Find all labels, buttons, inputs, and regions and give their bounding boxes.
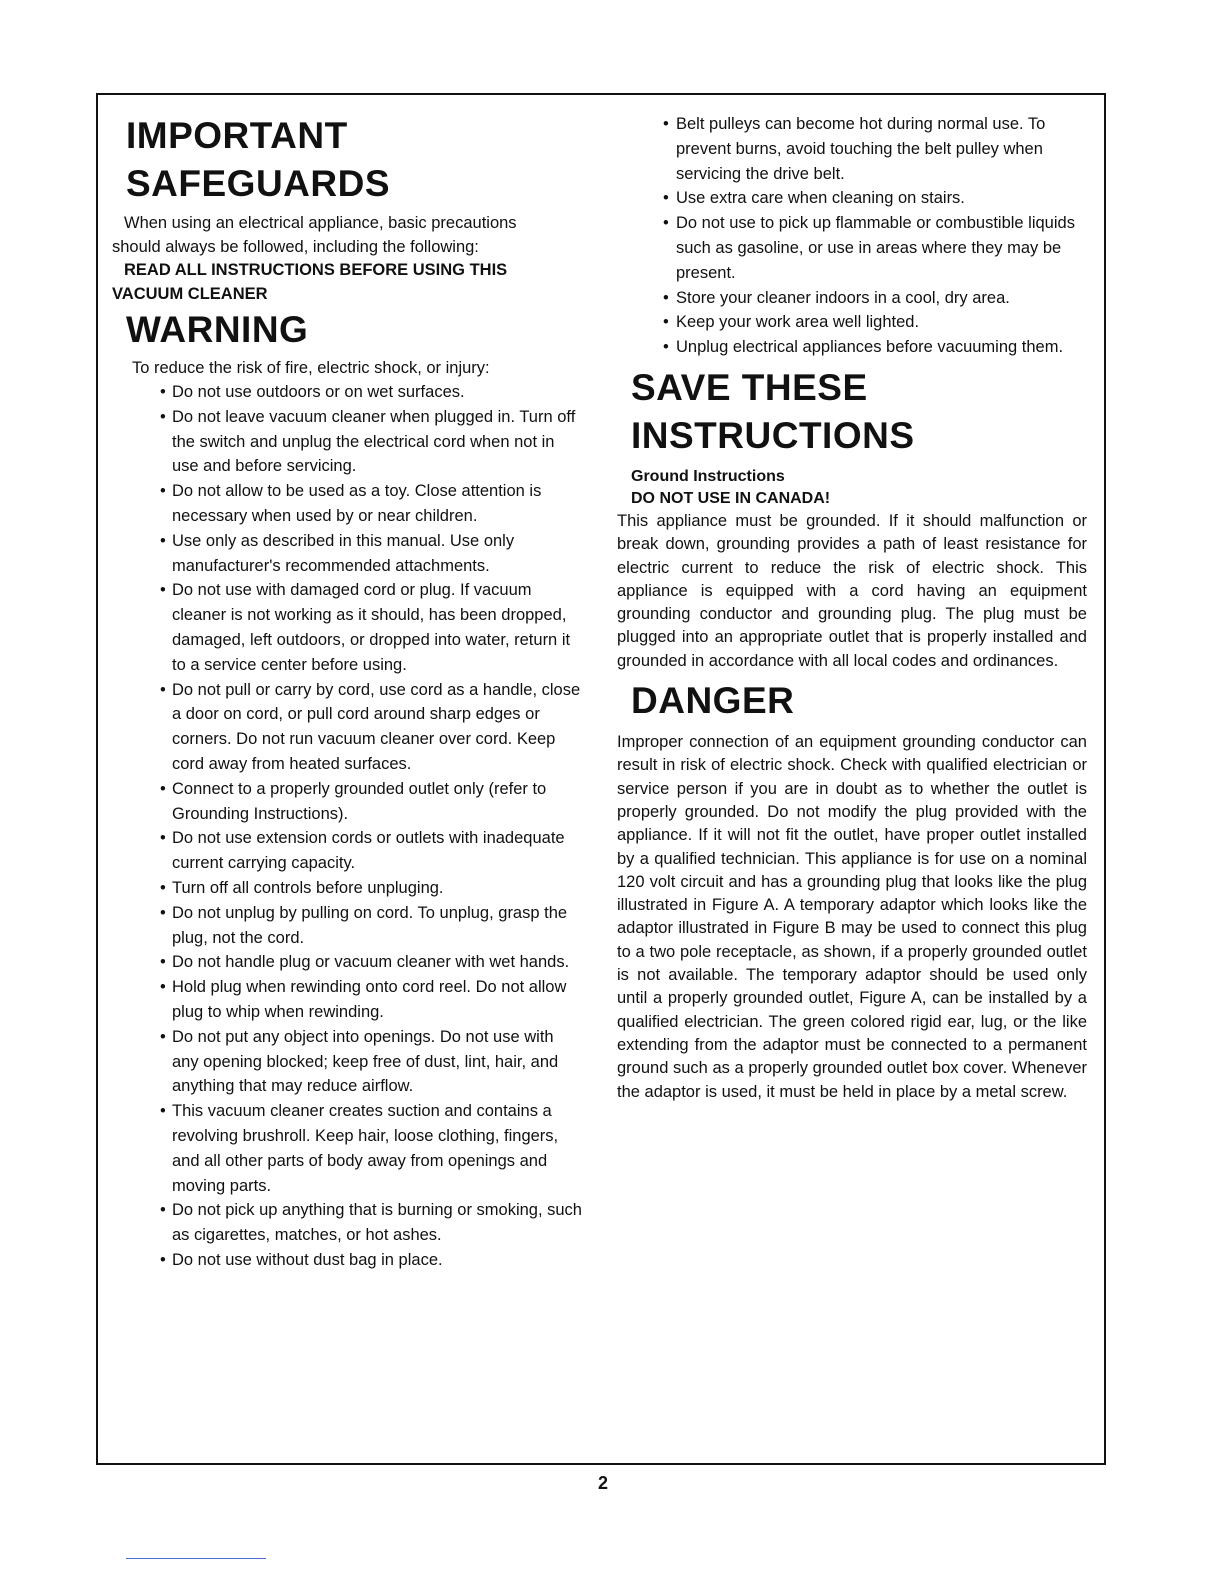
bullet-icon: • xyxy=(663,189,669,208)
list-item-text: This vacuum cleaner creates suction and contains a revolving brushroll. Keep hair, loose clothing, fingers, and all other parts of body away from openings and moving parts. xyxy=(172,1102,559,1195)
list-item-text: Do not handle plug or vacuum cleaner with wet hands. xyxy=(172,953,570,972)
bullet-icon: • xyxy=(160,581,166,600)
do-not-use-in-canada: DO NOT USE IN CANADA! xyxy=(631,489,831,507)
safeguard-list-continued xyxy=(617,112,1087,360)
bullet-icon: • xyxy=(160,1027,166,1046)
warning-item xyxy=(160,1025,582,1099)
list-item-text: Connect to a properly grounded outlet only (refer to Grounding Instructions). xyxy=(172,779,547,823)
read-all-line-2: VACUUM CLEANER xyxy=(112,284,268,303)
warning-item xyxy=(160,950,582,975)
list-item-text: Belt pulleys can become hot during normal use. To prevent burns, avoid touching the belt pulley when servicing the drive belt. xyxy=(676,115,1046,183)
warning-item xyxy=(160,1099,582,1198)
list-item-text: Do not pull or carry by cord, use cord as a handle, close a door on cord, or pull cord around sharp edges or corners. Do not run vacuum cleaner over cord. Keep cord away from heated surfaces. xyxy=(172,680,581,773)
ground-instructions-heading: Ground Instructions xyxy=(631,467,785,485)
bullet-icon: • xyxy=(160,1102,166,1121)
instructions-title: INSTRUCTIONS xyxy=(631,414,915,456)
bullet-icon: • xyxy=(160,482,166,501)
warning-item xyxy=(160,678,582,777)
list-item-text: Do not use with damaged cord or plug. If vacuum cleaner is not working as it should, has been dropped, damaged, left outdoors, or dropped into water, return it to a service center before using. xyxy=(172,581,571,674)
warning-item xyxy=(160,876,582,901)
bullet-icon: • xyxy=(663,338,669,357)
warning-item xyxy=(160,1248,582,1273)
list-item-text: Use only as described in this manual. Use only manufacturer's recommended attachments. xyxy=(172,531,515,575)
bullet-icon: • xyxy=(160,779,166,798)
bullet-icon: • xyxy=(663,313,669,332)
list-item-text: Store your cleaner indoors in a cool, dry area. xyxy=(676,288,1010,307)
bullet-icon: • xyxy=(160,1250,166,1269)
safeguard-item xyxy=(663,286,1087,311)
list-item-text: Do not use outdoors or on wet surfaces. xyxy=(172,383,465,401)
warning-lead: To reduce the risk of fire, electric shock, or injury: xyxy=(132,359,490,377)
right-column xyxy=(617,112,1087,1104)
bullet-icon: • xyxy=(160,383,166,401)
list-item-text: Hold plug when rewinding onto cord reel. Do not allow plug to whip when rewinding. xyxy=(172,978,567,1021)
danger-title: DANGER xyxy=(631,680,795,722)
warning-item xyxy=(160,826,582,876)
list-item-text: Do not use extension cords or outlets with inadequate current carrying capacity. xyxy=(172,829,565,873)
warning-item xyxy=(160,479,582,529)
bullet-icon: • xyxy=(160,829,166,848)
safeguard-item xyxy=(663,335,1087,360)
left-column xyxy=(112,112,582,1273)
list-item-text: Unplug electrical appliances before vacuuming them. xyxy=(676,338,1064,357)
intro-text xyxy=(112,212,582,259)
warning-item xyxy=(160,405,582,479)
important-title: IMPORTANT xyxy=(126,115,348,156)
bullet-icon: • xyxy=(160,407,166,426)
warning-title: WARNING xyxy=(126,309,309,350)
list-item-text: Do not allow to be used as a toy. Close attention is necessary when used by or near children. xyxy=(172,482,542,525)
list-item-text: Do not put any object into openings. Do not use with any opening blocked; keep free of dust, lint, hair, and anything that may reduce airflow. xyxy=(172,1027,559,1096)
warning-list xyxy=(112,380,582,1273)
warning-item xyxy=(160,777,582,827)
bullet-icon: • xyxy=(160,680,166,699)
list-item-text: Do not pick up anything that is burning or smoking, such as cigarettes, matches, or hot ashes. xyxy=(172,1201,582,1245)
list-item-text: Do not unplug by pulling on cord. To unplug, grasp the plug, not the cord. xyxy=(172,903,568,947)
bullet-icon: • xyxy=(160,878,166,897)
list-item-text: Do not use without dust bag in place. xyxy=(172,1250,443,1269)
warning-item xyxy=(160,975,582,1025)
intro-line-1: When using an electrical appliance, basic precautions xyxy=(124,214,517,232)
warning-item xyxy=(160,578,582,677)
safeguard-item xyxy=(663,310,1087,335)
read-all-line-1: READ ALL INSTRUCTIONS BEFORE USING THIS xyxy=(124,261,508,279)
bullet-icon: • xyxy=(663,115,669,133)
safeguard-item xyxy=(663,112,1087,186)
warning-item xyxy=(160,1198,582,1248)
save-these-title: SAVE THESE xyxy=(631,366,868,408)
list-item-text: Do not leave vacuum cleaner when plugged in. Turn off the switch and unplug the electrical cord when not in use and before servicing. xyxy=(172,407,576,476)
warning-item xyxy=(160,380,582,405)
list-item-text: Do not use to pick up flammable or combustible liquids such as gasoline, or use in areas where they may be present. xyxy=(676,214,1075,282)
safeguards-title: SAFEGUARDS xyxy=(126,163,391,204)
warning-item xyxy=(160,529,582,579)
bullet-icon: • xyxy=(160,531,166,550)
bullet-icon: • xyxy=(160,903,166,922)
intro-line-2: should always be followed, including the following: xyxy=(112,237,479,256)
danger-text: Improper connection of an equipment grounding conductor can result in risk of electric shock. Check with qualified electrician or service person if you are in doubt as to whether the outlet is properly grounded. Do not modify the plug provided with the appliance. If it will not fit the outlet, have proper outlet installed by a qualified technician. This appliance is for use on a nominal 120 volt circuit and has a grounding plug that looks like the plug illustrated in Figure A. A temporary adaptor which looks like the adaptor illustrated in Figure B may be used to connect this plug to a two pole receptacle, as shown, if a properly grounded outlet is not available. The temporary adaptor should be used only until a properly grounded outlet, Figure A, can be installed by a qualified electrician. The green colored rigid ear, lug, or the like extending from the adaptor must be connected to a permanent ground such as a properly grounded outlet box cover. Whenever the adaptor is used, it must be held in place by a metal screw. xyxy=(617,733,1087,1101)
safeguard-item xyxy=(663,186,1087,211)
bullet-icon: • xyxy=(160,978,166,997)
bullet-icon: • xyxy=(663,288,669,307)
list-item-text: Use extra care when cleaning on stairs. xyxy=(676,189,965,208)
bullet-icon: • xyxy=(663,214,669,233)
ground-text: This appliance must be grounded. If it should malfunction or break down, grounding provides a path of least resistance for electric current to reduce the risk of electric shock. This appliance is equipped with a cord having an equipment grounding conductor and grounding plug. The plug must be plugged into an appropriate outlet that is properly installed and grounded in accordance with all local codes and ordinances. xyxy=(617,511,1087,670)
bullet-icon: • xyxy=(160,953,166,972)
safeguard-item xyxy=(663,211,1087,285)
bullet-icon: • xyxy=(160,1201,166,1220)
page-number: 2 xyxy=(598,1473,609,1493)
footer-rule xyxy=(126,1558,266,1559)
list-item-text: Turn off all controls before unpluging. xyxy=(172,878,444,897)
warning-item xyxy=(160,901,582,951)
list-item-text: Keep your work area well lighted. xyxy=(676,313,920,332)
